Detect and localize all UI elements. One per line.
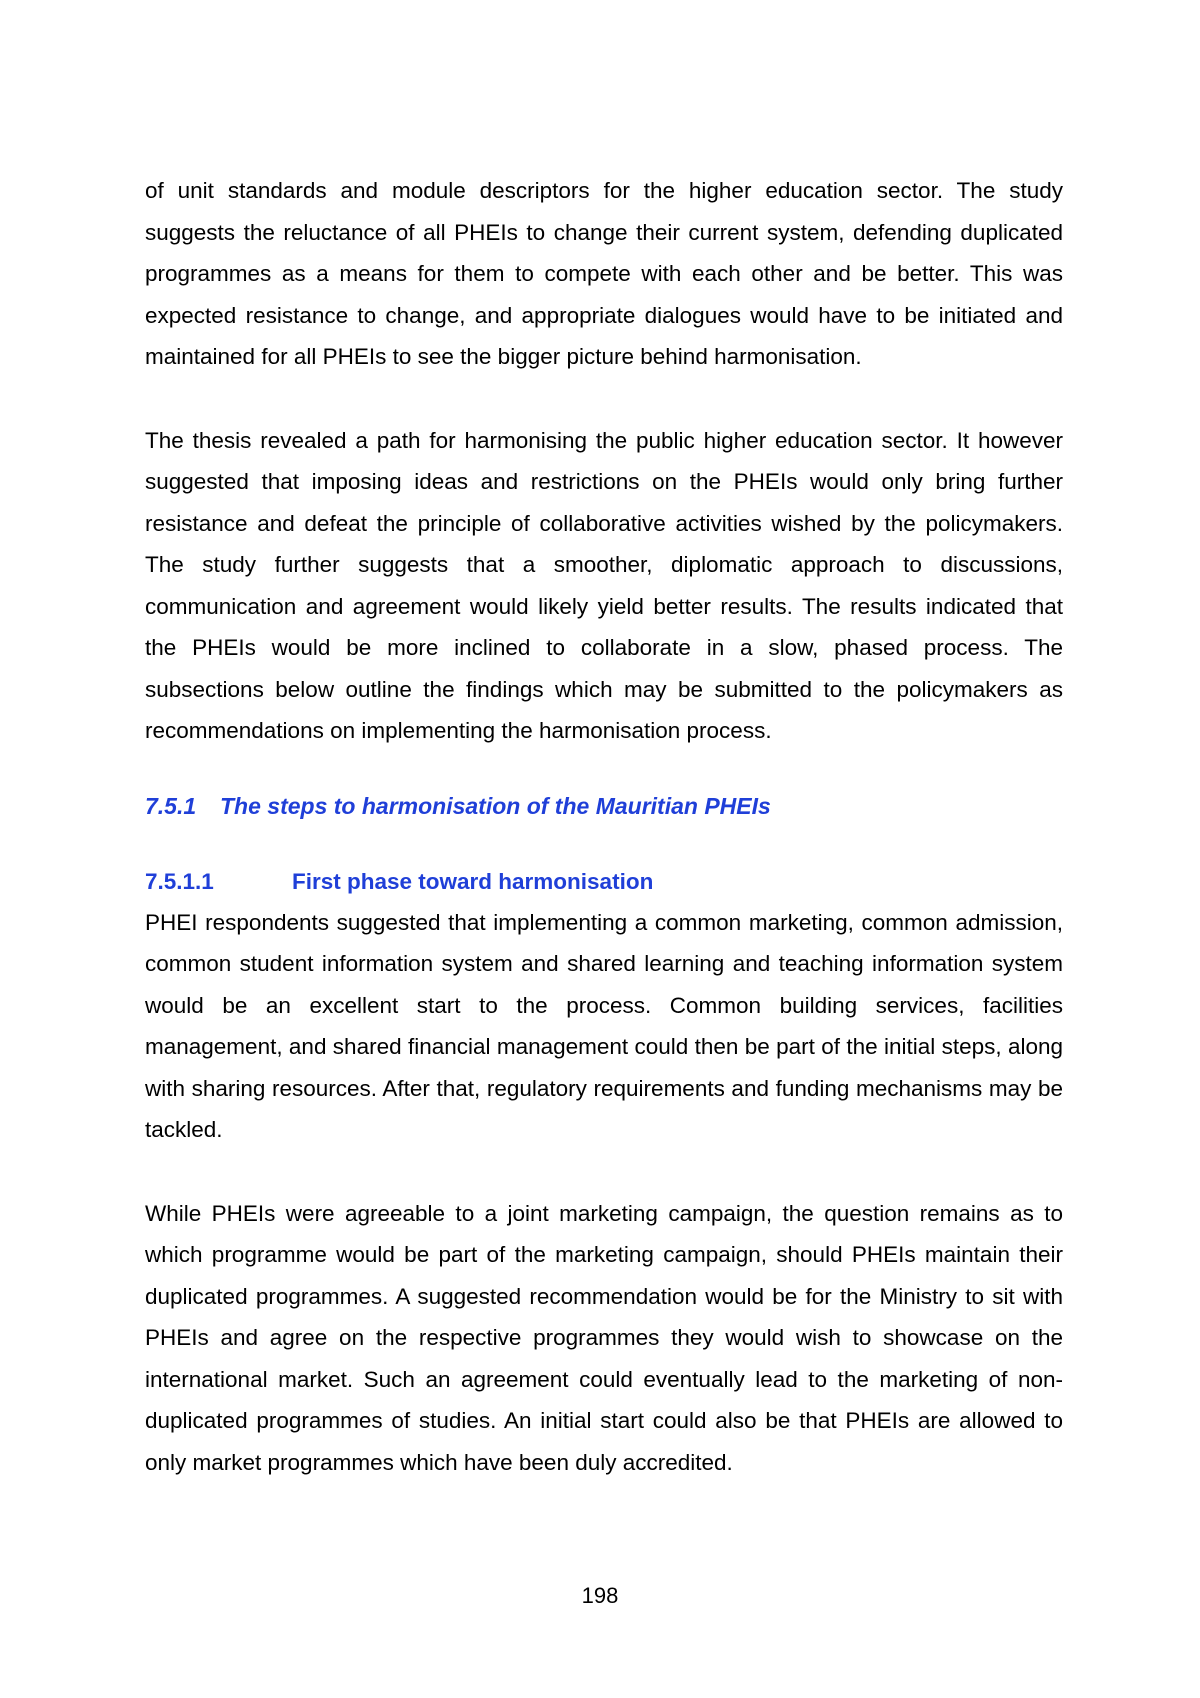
document-page <box>145 170 1063 1483</box>
section-number: 7.5.1 <box>145 792 197 819</box>
section-heading <box>145 786 1063 827</box>
body-paragraph: PHEI respondents suggested that implementing a common marketing, common admission, common student information system and shared learning and teaching information system would be an excellent start to the process. Common building services, facilities management, and shared financial management could then be part of the initial steps, along with sharing resources. After that, regulatory requirements and funding mechanisms may be tackled. <box>145 909 1063 1142</box>
subsection-number: 7.5.1.1 <box>145 868 214 894</box>
body-paragraph: While PHEIs were agreeable to a joint marketing campaign, the question remains as to which programme would be part of the marketing campaign, should PHEIs maintain their duplicated programmes. A suggested recommendation would be for the Ministry to sit with PHEIs and agree on the respective programmes they would wish to showcase on the international market. Such an agreement could eventually lead to the marketing of non-duplicated programmes of studies. An initial start could also be that PHEIs are allowed to only market programmes which have been duly accredited. <box>145 1200 1063 1475</box>
section-title: The steps to harmonisation of the Mauritian PHEIs <box>220 792 771 819</box>
body-paragraph: The thesis revealed a path for harmonising the public higher education sector. It however suggested that imposing ideas and restrictions on the PHEIs would only bring further resistance and defeat the principle of collaborative activities wished by the policymakers. The study further suggests that a smoother, diplomatic approach to discussions, communication and agreement would likely yield better results. The results indicated that the PHEIs would be more inclined to collaborate in a slow, phased process. The subsections below outline the findings which may be submitted to the policymakers as recommendations on implementing the harmonisation process. <box>145 427 1063 743</box>
subsection-title: First phase toward harmonisation <box>292 868 654 894</box>
body-paragraph: of unit standards and module descriptors for the higher education sector. The study suggests the reluctance of all PHEIs to change their current system, defending duplicated programmes as a means for them to compete with each other and be better. This was expected resistance to change, and appropriate dialogues would have to be initiated and maintained for all PHEIs to see the bigger picture behind harmonisation. <box>145 178 1063 369</box>
subsection-heading <box>145 861 1063 902</box>
page-number: 198 <box>581 1583 619 1608</box>
